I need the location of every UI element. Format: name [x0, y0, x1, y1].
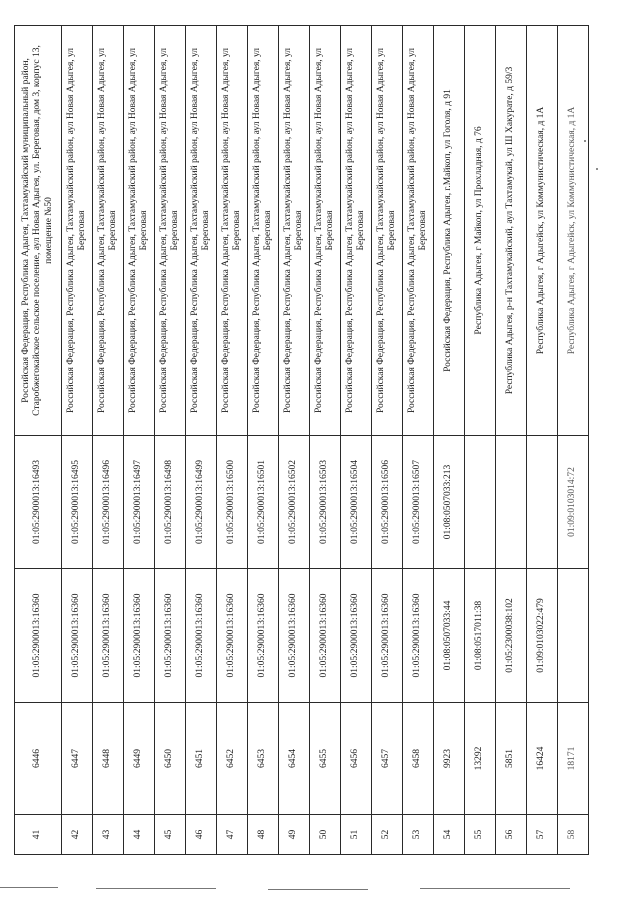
- record-id-cell: 6449: [124, 703, 155, 815]
- record-id-cell: 6450: [155, 703, 186, 815]
- record-id-cell: 18171: [558, 703, 589, 815]
- row-number-cell: 48: [248, 815, 279, 855]
- row-number-cell: 53: [403, 815, 434, 855]
- table-row: [279, 26, 310, 855]
- object-cadastral-number-cell: [465, 436, 496, 569]
- record-id-cell: 6453: [248, 703, 279, 815]
- address-cell: Республика Адыгея, г Майкоп, ул Прохладная, д 76: [465, 26, 496, 436]
- object-cadastral-number-cell: 01:05:2900013:16493: [15, 436, 62, 569]
- row-number-cell: 46: [186, 815, 217, 855]
- record-id-cell: 9923: [434, 703, 465, 815]
- table-row: [217, 26, 248, 855]
- row-number-cell: 51: [341, 815, 372, 855]
- object-cadastral-number-cell: 01:05:2900013:16498: [155, 436, 186, 569]
- row-number-cell: 56: [496, 815, 527, 855]
- scan-artifact-line: [96, 888, 216, 889]
- scan-artifact-dot: [584, 140, 586, 142]
- registry-table-body: [15, 26, 589, 855]
- cadastral-number-cell: 01:05:2900013:16360: [217, 569, 248, 703]
- table-row: [155, 26, 186, 855]
- cadastral-number-cell: 01:05:2900013:16360: [248, 569, 279, 703]
- address-cell: Республика Адыгея, г Адыгейск, ул Коммунистическая, д 1А: [527, 26, 558, 436]
- object-cadastral-number-cell: 01:05:2900013:16504: [341, 436, 372, 569]
- record-id-cell: 6456: [341, 703, 372, 815]
- address-cell: Российская Федерация, Республика Адыгея, Тахтамукайский район, аул Новая Адыгея, ул Береговая: [372, 26, 403, 436]
- cadastral-number-cell: 01:05:2900013:16360: [15, 569, 62, 703]
- cadastral-number-cell: 01:05:2900013:16360: [93, 569, 124, 703]
- table-row: [434, 26, 465, 855]
- record-id-cell: 6455: [310, 703, 341, 815]
- cadastral-number-cell: [558, 569, 589, 703]
- record-id-cell: 6454: [279, 703, 310, 815]
- address-cell: Республика Адыгея, р-н Тахтамукайский, аул Тахтамукай, ул Ш Хакурате, д 59/3: [496, 26, 527, 436]
- row-number-cell: 44: [124, 815, 155, 855]
- row-number-cell: 50: [310, 815, 341, 855]
- table-row: [341, 26, 372, 855]
- row-number-cell: 57: [527, 815, 558, 855]
- address-cell: Российская Федерация, Республика Адыгея, Тахтамукайский район, аул Новая Адыгея, ул Береговая: [217, 26, 248, 436]
- address-cell: Российская Федерация, Республика Адыгея, Тахтамукайский район, аул Новая Адыгея, ул Береговая: [341, 26, 372, 436]
- address-cell: Российская Федерация, Республика Адыгея, Тахтамукайский район, аул Новая Адыгея, ул Береговая: [310, 26, 341, 436]
- object-cadastral-number-cell: 01:05:2900013:16503: [310, 436, 341, 569]
- address-cell: Российская Федерация, Республика Адыгея, г.Майкоп, ул Гоголя, д 91: [434, 26, 465, 436]
- object-cadastral-number-cell: 01:05:2900013:16500: [217, 436, 248, 569]
- cadastral-number-cell: 01:05:2900013:16360: [124, 569, 155, 703]
- object-cadastral-number-cell: 01:09:0103014:72: [558, 436, 589, 569]
- row-number-cell: 42: [62, 815, 93, 855]
- scan-artifact-dot: [596, 168, 598, 170]
- cadastral-number-cell: 01:05:2900013:16360: [372, 569, 403, 703]
- row-number-cell: 54: [434, 815, 465, 855]
- table-row: [310, 26, 341, 855]
- table-row: [93, 26, 124, 855]
- row-number-cell: 55: [465, 815, 496, 855]
- cadastral-number-cell: 01:05:2900013:16360: [310, 569, 341, 703]
- cadastral-number-cell: 01:05:2900013:16360: [62, 569, 93, 703]
- cadastral-number-cell: 01:05:2900013:16360: [155, 569, 186, 703]
- cadastral-number-cell: 01:05:2900013:16360: [341, 569, 372, 703]
- address-cell: Российская Федерация, Республика Адыгея, Тахтамукайский район, аул Новая Адыгея, ул Береговая: [403, 26, 434, 436]
- object-cadastral-number-cell: 01:05:2900013:16502: [279, 436, 310, 569]
- cadastral-number-cell: 01:05:2900013:16360: [279, 569, 310, 703]
- scan-artifact-line: [0, 887, 58, 888]
- address-cell: Российская Федерация, Республика Адыгея, Тахтамукайский район, аул Новая Адыгея, ул Береговая: [124, 26, 155, 436]
- object-cadastral-number-cell: 01:05:2900013:16506: [372, 436, 403, 569]
- object-cadastral-number-cell: 01:05:2900013:16497: [124, 436, 155, 569]
- object-cadastral-number-cell: [496, 436, 527, 569]
- row-number-cell: 52: [372, 815, 403, 855]
- table-row: [62, 26, 93, 855]
- registry-table: [14, 25, 589, 855]
- address-cell: Российская Федерация, Республика Адыгея, Тахтамукайский район, аул Новая Адыгея, ул Береговая: [93, 26, 124, 436]
- row-number-cell: 58: [558, 815, 589, 855]
- record-id-cell: 6446: [15, 703, 62, 815]
- address-cell: Российская Федерация, Республика Адыгея, Тахтамукайский район, аул Новая Адыгея, ул Береговая: [62, 26, 93, 436]
- record-id-cell: 13292: [465, 703, 496, 815]
- scan-artifact-line: [268, 889, 368, 890]
- cadastral-number-cell: 01:09:0103022:479: [527, 569, 558, 703]
- object-cadastral-number-cell: 01:05:2900013:16507: [403, 436, 434, 569]
- address-cell: Российская Федерация, Республика Адыгея, Тахтамукайский район, аул Новая Адыгея, ул Береговая: [186, 26, 217, 436]
- object-cadastral-number-cell: [527, 436, 558, 569]
- address-cell: Российская Федерация, Республика Адыгея, Тахтамукайский район, аул Новая Адыгея, ул Береговая: [279, 26, 310, 436]
- cadastral-number-cell: 01:05:2900013:16360: [186, 569, 217, 703]
- object-cadastral-number-cell: 01:05:2900013:16501: [248, 436, 279, 569]
- object-cadastral-number-cell: 01:05:2900013:16495: [62, 436, 93, 569]
- row-number-cell: 43: [93, 815, 124, 855]
- address-cell: Российская Федерация, Республика Адыгея, Тахтамукайский район, аул Новая Адыгея, ул Береговая: [248, 26, 279, 436]
- row-number-cell: 45: [155, 815, 186, 855]
- record-id-cell: 6452: [217, 703, 248, 815]
- address-cell: Российская Федерация, Республика Адыгея, Тахтамукайский район, аул Новая Адыгея, ул Береговая: [155, 26, 186, 436]
- cadastral-number-cell: 01:05:2300038:102: [496, 569, 527, 703]
- table-row: [124, 26, 155, 855]
- address-cell: Российская Федерация, Республика Адыгея, Тахтамукайский муниципальный район, Старобжегокайское сельское поселение, аул Новая Адыгея, ул. Береговая, дом 3, корпус 13, помещение №50: [15, 26, 62, 436]
- table-row: [372, 26, 403, 855]
- object-cadastral-number-cell: 01:05:2900013:16499: [186, 436, 217, 569]
- row-number-cell: 49: [279, 815, 310, 855]
- record-id-cell: 6457: [372, 703, 403, 815]
- table-row: [527, 26, 558, 855]
- table-row: [558, 26, 589, 855]
- cadastral-number-cell: 01:08:0517011:38: [465, 569, 496, 703]
- table-row: [465, 26, 496, 855]
- table-row: [15, 26, 62, 855]
- record-id-cell: 6448: [93, 703, 124, 815]
- scan-artifact-line: [420, 888, 570, 889]
- record-id-cell: 6451: [186, 703, 217, 815]
- rotated-table-sheet: [14, 26, 588, 855]
- record-id-cell: 5851: [496, 703, 527, 815]
- table-row: [496, 26, 527, 855]
- table-row: [186, 26, 217, 855]
- record-id-cell: 6458: [403, 703, 434, 815]
- row-number-cell: 47: [217, 815, 248, 855]
- row-number-cell: 41: [15, 815, 62, 855]
- object-cadastral-number-cell: 01:05:2900013:16496: [93, 436, 124, 569]
- address-cell: Республика Адыгея, г Адыгейск, ул Коммунистическая, д 1А: [558, 26, 589, 436]
- table-row: [248, 26, 279, 855]
- cadastral-number-cell: 01:05:2900013:16360: [403, 569, 434, 703]
- cadastral-number-cell: 01:08:0507033:44: [434, 569, 465, 703]
- record-id-cell: 6447: [62, 703, 93, 815]
- object-cadastral-number-cell: 01:08:0507033:213: [434, 436, 465, 569]
- table-row: [403, 26, 434, 855]
- record-id-cell: 16424: [527, 703, 558, 815]
